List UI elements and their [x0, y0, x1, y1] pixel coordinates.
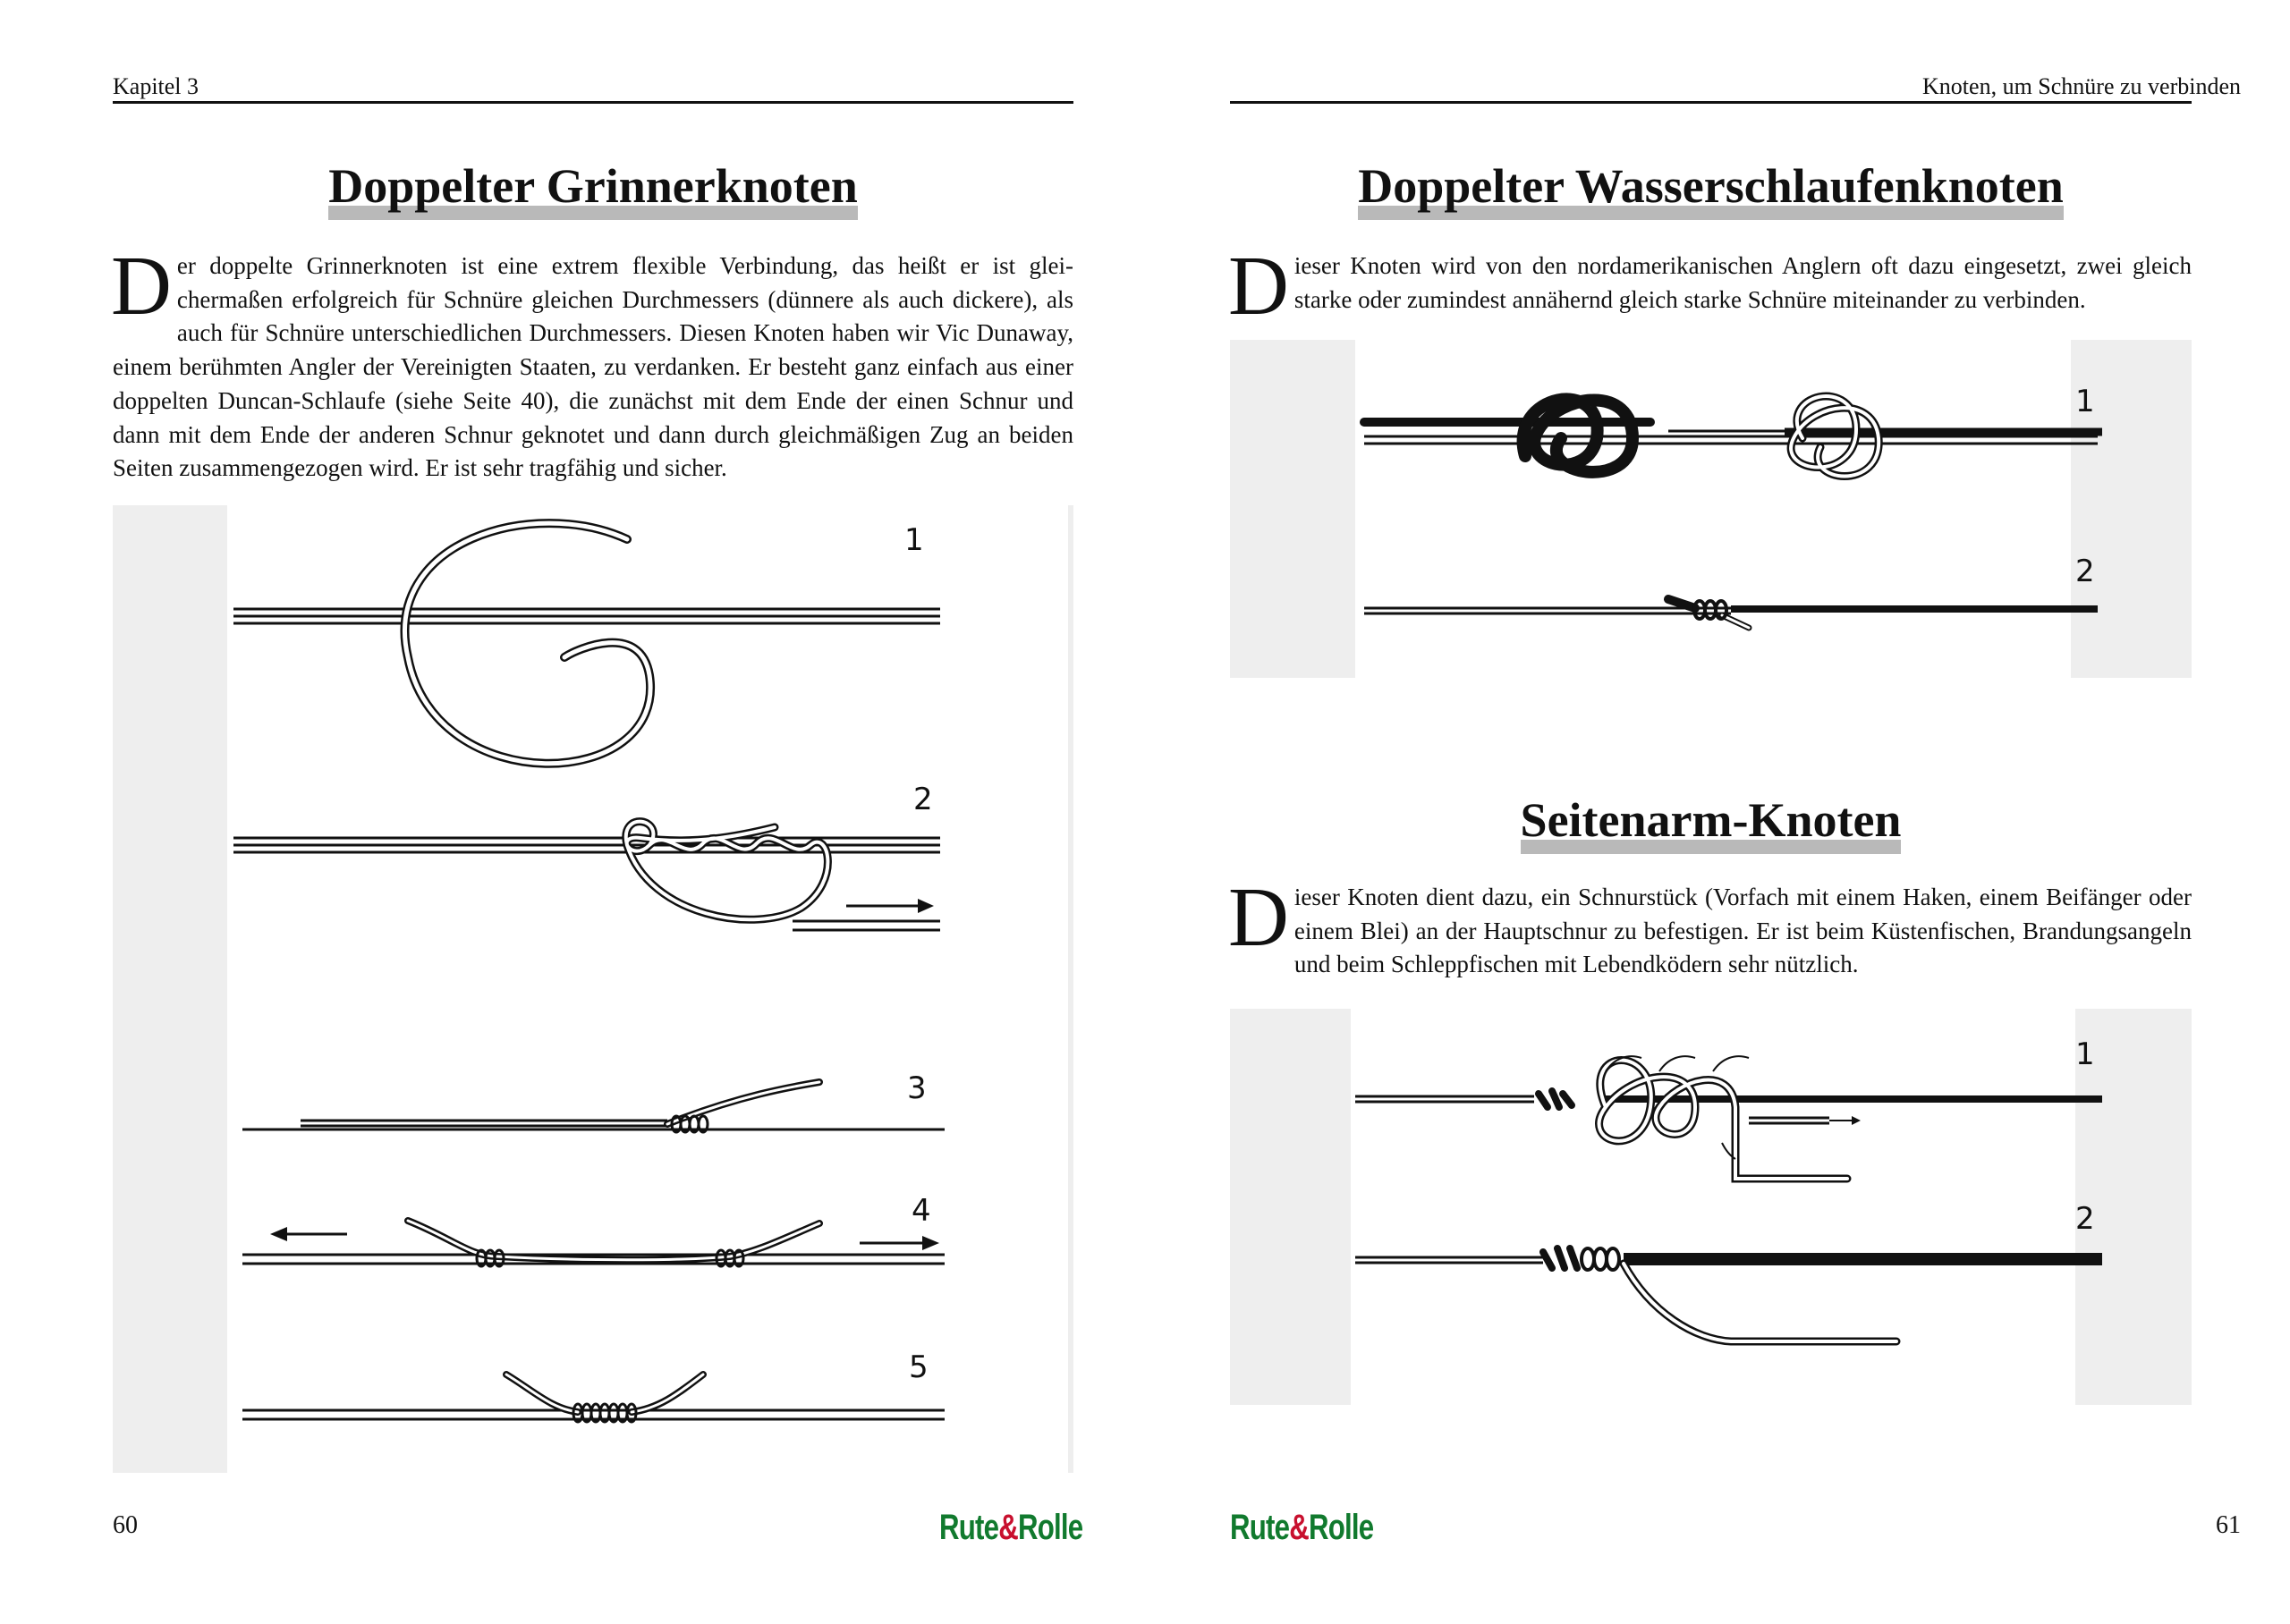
water-knot-step-2-label: 2 — [2075, 554, 2095, 589]
page-number-right: 61 — [2216, 1511, 2241, 1539]
sidearm-step-2-label: 2 — [2075, 1201, 2095, 1237]
grinner-figure — [113, 505, 1073, 1473]
drop-cap: D — [1228, 240, 1289, 333]
grinner-step-5-label: 5 — [909, 1349, 929, 1385]
figure-white-panel — [1355, 340, 2071, 678]
water-knot-figure — [1230, 340, 2192, 678]
sidearm-step-1-label: 1 — [2075, 1036, 2095, 1072]
figure-white-panel — [227, 505, 1068, 1473]
water-knot-title: Doppelter Wasserschlaufenknoten — [1358, 159, 2064, 213]
rute-rolle-logo-left: Rute&Rolle — [939, 1508, 1083, 1547]
rute-rolle-logo-right: Rute&Rolle — [1230, 1508, 1374, 1547]
sidearm-paragraph — [1228, 871, 2192, 982]
grinner-step-3-label: 3 — [907, 1070, 927, 1106]
sidearm-knot-illustration — [1230, 1009, 2192, 1405]
grinner-step-1-label: 1 — [904, 522, 924, 558]
right-page — [1145, 0, 2290, 1624]
drop-cap: D — [111, 240, 172, 333]
grinner-paragraph — [111, 240, 1073, 486]
grinner-step-4-label: 4 — [912, 1193, 931, 1229]
grinner-title: Doppelter Grinnerknoten — [328, 159, 858, 213]
water-knot-illustration — [1230, 340, 2192, 678]
water-knot-paragraph — [1228, 240, 2192, 333]
grinner-knot-illustration — [113, 505, 1073, 1473]
grinner-text: er doppelte Grinnerknoten ist eine extrem flexible Verbindung, das heißt er ist gleichermaßen erfolgreich für Schnüre gleichen Durchmessers (dünnere als auch dickere), als auch für Schnüre unterschiedlichen Durchmessers. Diesen Knoten haben wir Vic Dunaway, einem berühmten Angler der Vereinigten Staaten, zu verdanken. Er besteht ganz einfach aus einer doppelten Duncan-Schlaufe (siehe Seite 40), die zunächst mit dem Ende der einen Schnur und dann mit dem Ende der anderen Schnur geknotet und dann durch gleichmäßigen Zug an beiden Seiten zusammengezogen wird. Er ist sehr tragfähig und sicher. — [113, 252, 1073, 482]
page-number-left: 60 — [113, 1511, 138, 1539]
grinner-title-wrap — [0, 157, 1186, 215]
figure-white-panel — [1351, 1009, 2075, 1405]
water-knot-step-1-label: 1 — [2075, 384, 2095, 419]
sidearm-text: ieser Knoten dient dazu, ein Schnurstück (Vorfach mit einem Haken, einem Beifänger oder einem Blei) an der Hauptschnur zu befestigen. Er ist beim Küstenfischen, Brandungsangeln und beim Schleppfischen mit Lebendködern sehr nützlich. — [1293, 884, 2192, 978]
grinner-step-2-label: 2 — [913, 782, 933, 817]
running-head-right: Knoten, um Schnüre zu verbinden — [1922, 73, 2241, 99]
sidearm-title: Seitenarm-Knoten — [1520, 793, 1902, 847]
sidearm-title-wrap — [1230, 791, 2192, 849]
water-knot-title-wrap — [1230, 157, 2192, 215]
drop-cap: D — [1228, 871, 1289, 964]
header-rule — [113, 101, 1073, 104]
header-rule — [1230, 101, 2192, 104]
sidearm-figure — [1230, 1009, 2192, 1405]
water-knot-text: ieser Knoten wird von den nordamerikanischen Anglern oft dazu eingesetzt, zwei gleich starke oder zumindest annähernd gleich starke Schnüre miteinander zu verbinden. — [1293, 252, 2192, 313]
running-head-left: Kapitel 3 — [113, 73, 199, 99]
